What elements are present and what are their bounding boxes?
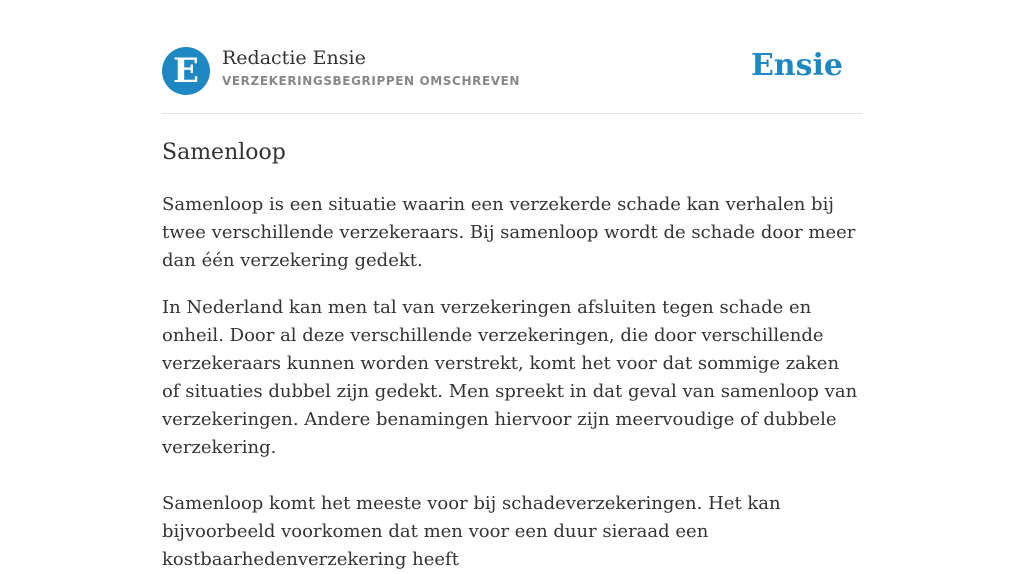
article-paragraph: Samenloop komt het meeste voor bij schadeverzekeringen. Het kan bijvoorbeeld voorkomen dat men voor een duur sieraad een kostbaarhedenverzekering heeft: [162, 493, 781, 570]
author-info: [222, 46, 520, 88]
author-subtitle: VERZEKERINGSBEGRIPPEN OMSCHREVEN: [222, 74, 521, 88]
avatar-letter: E: [173, 51, 199, 91]
article-paragraph: In Nederland kan men tal van verzekeringen afsluiten tegen schade en onheil. Door al deze verschillende verzekeringen, die door verschillende verzekeraars kunnen worden verstrekt, komt het voor dat sommige zaken of situaties dubbel zijn gedekt. Men spreekt in dat geval van samenloop van verzekeringen. Andere benamingen hiervoor zijn meervoudige of dubbele verzekering.: [162, 297, 858, 458]
author-name-link[interactable]: Redactie Ensie: [222, 47, 366, 69]
author-header: [162, 0, 862, 114]
article-paragraph: Samenloop is een situatie waarin een verzekerde schade kan verhalen bij twee verschillende verzekeraars. Bij samenloop wordt de schade door meer dan één verzekering gedekt.: [162, 194, 856, 271]
author-avatar[interactable]: [162, 47, 210, 95]
article-title: Samenloop: [162, 140, 286, 165]
brand-logo-link[interactable]: Ensie: [750, 48, 843, 83]
content-column: [162, 0, 862, 574]
